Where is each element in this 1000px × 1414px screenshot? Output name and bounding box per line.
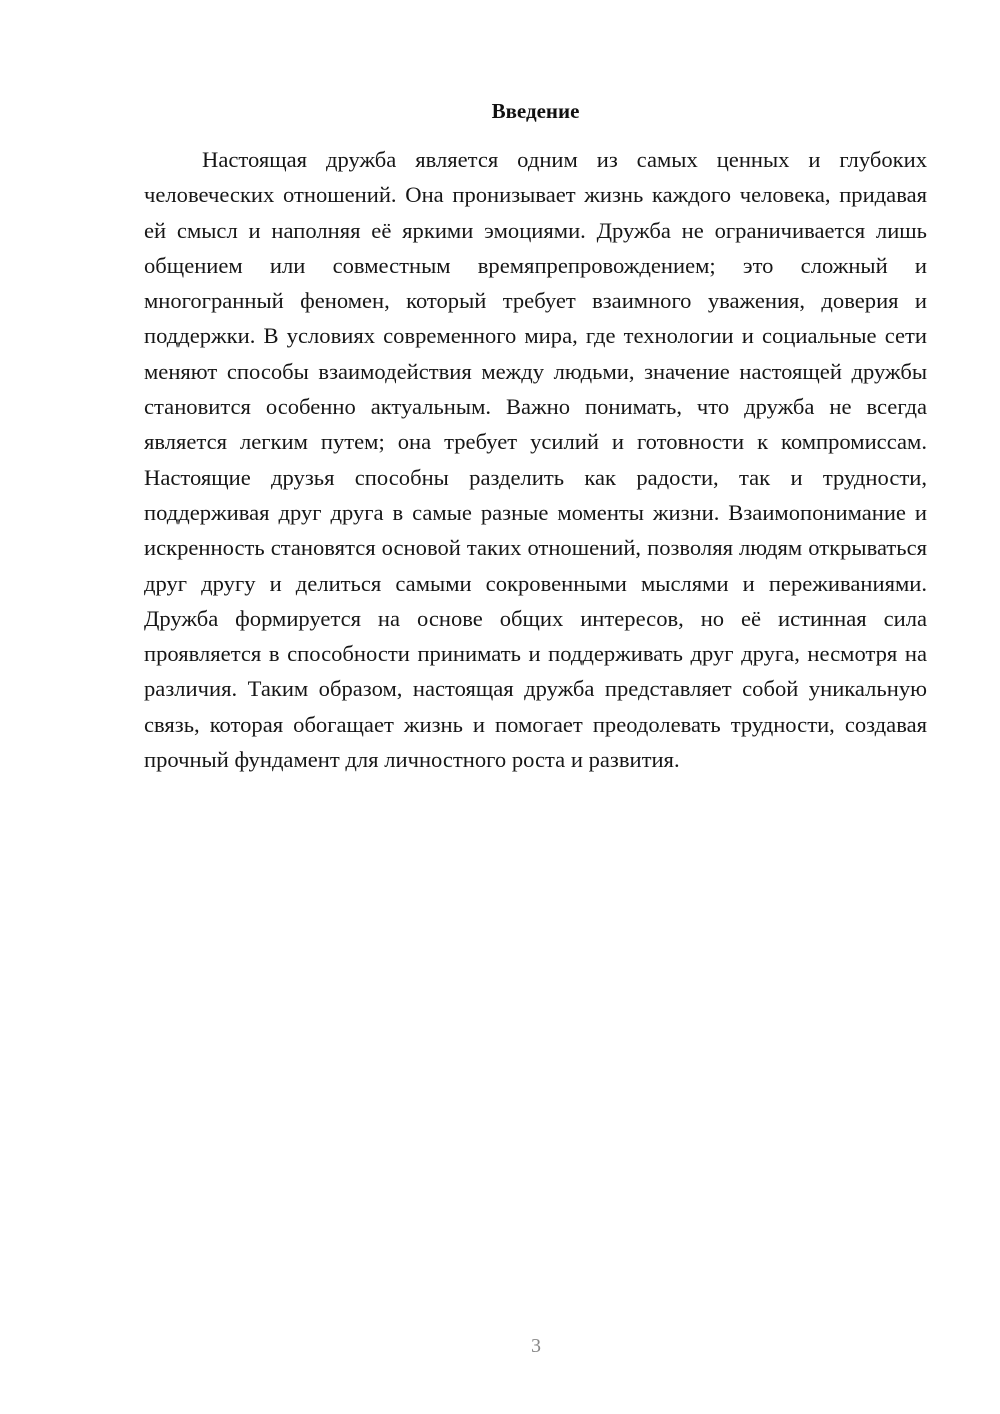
section-heading: Введение (491, 99, 580, 123)
body-paragraph: Настоящая дружба является одним из самых ценных и глубоких человеческих отношений. Она пронизывает жизнь каждого человека, придавая ей смысл и наполняя её яркими эмоциями. Дружба не ограничивается лишь общением или совместным времяпрепровождением; это сложный и многогранный феномен, который требует взаимного уважения, доверия и поддержки. В условиях современного мира, где технологии и социальные сети меняют способы взаимодействия между людьми, значение настоящей дружбы становится особенно актуальным. Важно понимать, что дружба не всегда является легким путем; она требует усилий и готовности к компромиссам. Настоящие друзья способны разделить как радости, так и трудности, поддерживая друг друга в самые разные моменты жизни. Взаимопонимание и искренность становятся основой таких отношений, позволяя людям открываться друг другу и делиться самыми сокровенными мыслями и переживаниями. Дружба формируется на основе общих интересов, но её истинная сила проявляется в способности принимать и поддерживать друг друга, несмотря на различия. Таким образом, настоящая дружба представляет собой уникальную связь, которая обогащает жизнь и помогает преодолевать трудности, создавая прочный фундамент для личностного роста и развития. (144, 147, 927, 773)
page-number: 3 (531, 1335, 541, 1357)
